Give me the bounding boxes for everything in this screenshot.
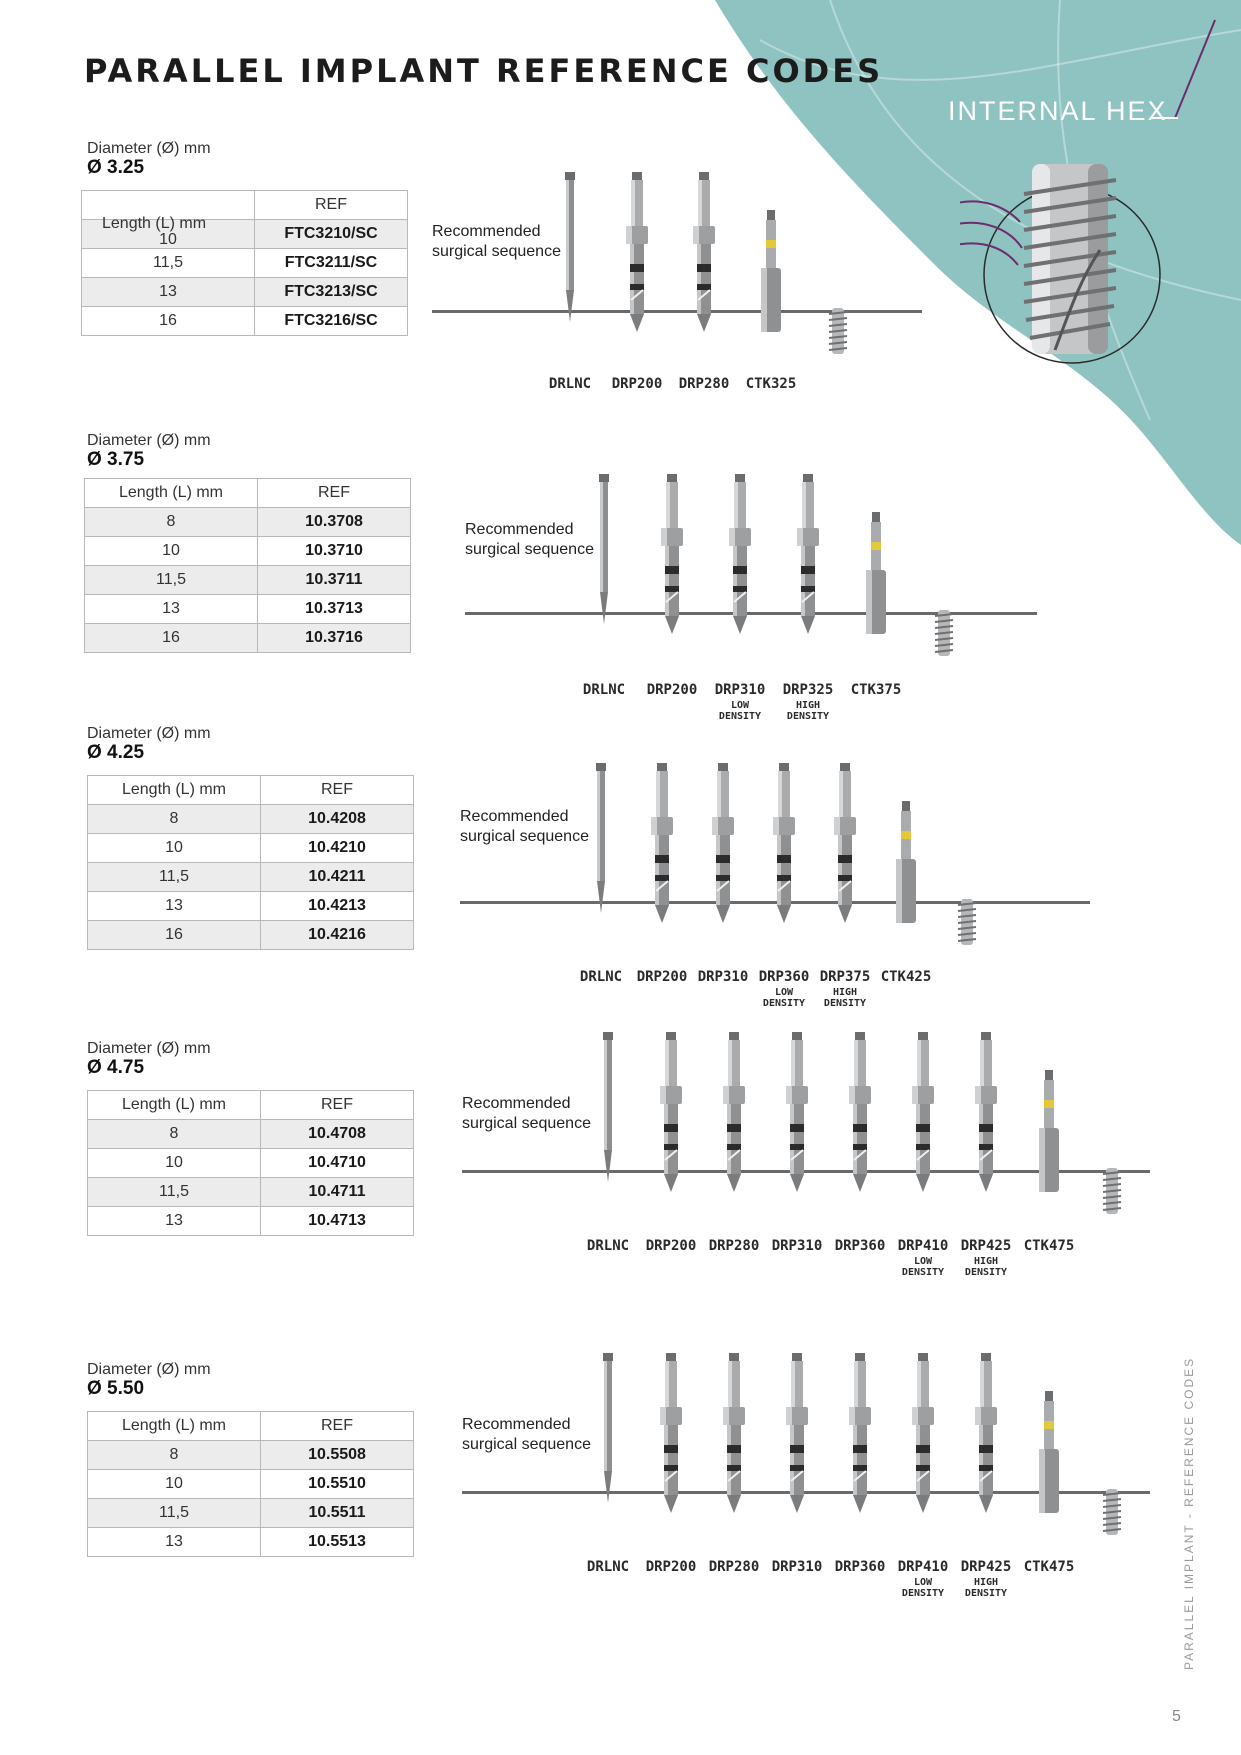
ref-cell: 10.3713 — [258, 595, 411, 624]
pilot-drawing — [545, 172, 595, 342]
drill-drawing — [709, 1032, 759, 1202]
tool-name: DRP310 — [714, 682, 766, 698]
length-cell: 11,5 — [85, 566, 258, 595]
ref-cell: 10.5510 — [261, 1470, 414, 1499]
length-cell: 13 — [88, 1207, 261, 1236]
tool-name: DRP280 — [678, 376, 730, 392]
implant-thumbnail — [1100, 1168, 1124, 1218]
density-note: HIGH DENSITY — [964, 1256, 1008, 1278]
tap-drawing — [746, 210, 796, 380]
ref-header: REF — [261, 1412, 414, 1441]
tool-name: DRP360 — [834, 1238, 886, 1254]
section-diameter-475 — [0, 1040, 1241, 1320]
length-cell: 8 — [88, 1120, 261, 1149]
tool-name: DRP200 — [645, 1238, 697, 1254]
tool-name: DRP375 — [819, 969, 871, 985]
length-cell: 11,5 — [88, 1499, 261, 1528]
length-cell: 13 — [85, 595, 258, 624]
diameter-label: Diameter (Ø) mm — [87, 1040, 211, 1057]
ref-header: REF — [258, 479, 411, 508]
length-cell: 10 — [88, 1149, 261, 1178]
sequence-label: Recommended surgical sequence — [465, 521, 594, 558]
diameter-label: Diameter (Ø) mm — [87, 1361, 211, 1378]
density-note: LOW DENSITY — [718, 700, 762, 722]
tool-name: CTK425 — [880, 969, 932, 985]
ref-cell: FTC3211/SC — [255, 249, 408, 278]
ref-cell: 10.4710 — [261, 1149, 414, 1178]
tool-name: DRP410 — [897, 1559, 949, 1575]
ref-cell: 10.4713 — [261, 1207, 414, 1236]
tap-drawing — [1024, 1391, 1074, 1561]
drill-drawing — [783, 474, 833, 644]
drill-drawing — [646, 1032, 696, 1202]
pilot-drawing — [579, 474, 629, 644]
tool-name: DRP200 — [645, 1559, 697, 1575]
drill-drawing — [612, 172, 662, 342]
tool-name: DRP360 — [834, 1559, 886, 1575]
length-cell: 13 — [82, 278, 255, 307]
length-cell: 8 — [88, 1441, 261, 1470]
pilot-drawing — [583, 1353, 633, 1523]
ref-cell: 10.4208 — [261, 805, 414, 834]
length-cell: 16 — [85, 624, 258, 653]
ref-cell: FTC3213/SC — [255, 278, 408, 307]
ref-header: REF — [255, 191, 408, 220]
sequence-label: Recommended surgical sequence — [462, 1095, 591, 1132]
tool-name: DRLNC — [548, 376, 592, 392]
drill-drawing — [898, 1032, 948, 1202]
density-note: HIGH DENSITY — [786, 700, 830, 722]
length-cell: 13 — [88, 1528, 261, 1557]
density-note: LOW DENSITY — [901, 1577, 945, 1599]
ref-cell: 10.4210 — [261, 834, 414, 863]
tap-drawing — [1024, 1070, 1074, 1240]
sequence-label: Recommended surgical sequence — [460, 808, 589, 845]
drill-drawing — [646, 1353, 696, 1523]
diameter-label: Diameter (Ø) mm — [87, 140, 211, 157]
ref-cell: 10.3711 — [258, 566, 411, 595]
length-cell: 11,5 — [82, 249, 255, 278]
length-cell: 11,5 — [88, 863, 261, 892]
ref-cell: 10.5513 — [261, 1528, 414, 1557]
drill-drawing — [772, 1032, 822, 1202]
surgical-sequence — [0, 1355, 1241, 1599]
tool-name: DRP200 — [611, 376, 663, 392]
length-cell: 10 — [88, 1470, 261, 1499]
tool-name: DRP310 — [697, 969, 749, 985]
diameter-value: Ø 3.25 — [87, 157, 145, 178]
ref-cell: 10.5508 — [261, 1441, 414, 1470]
ref-cell: 10.3710 — [258, 537, 411, 566]
ref-cell: 10.4211 — [261, 863, 414, 892]
sequence-label: Recommended surgical sequence — [462, 1416, 591, 1453]
drill-drawing — [961, 1353, 1011, 1523]
tool-name: DRP280 — [708, 1238, 760, 1254]
pilot-drawing — [583, 1032, 633, 1202]
drill-drawing — [835, 1032, 885, 1202]
page-number: 5 — [1172, 1708, 1181, 1725]
length-cell: 10 — [85, 537, 258, 566]
ref-cell: 10.4711 — [261, 1178, 414, 1207]
ref-cell: 10.4708 — [261, 1120, 414, 1149]
implant-thumbnail — [826, 308, 850, 358]
system-label: INTERNAL HEX — [948, 96, 1168, 126]
diameter-value: Ø 4.75 — [87, 1057, 145, 1078]
drill-drawing — [679, 172, 729, 342]
implant-thumbnail — [932, 610, 956, 660]
section-diameter-375 — [0, 432, 1241, 722]
drill-drawing — [820, 763, 870, 933]
tool-name: CTK325 — [745, 376, 797, 392]
tool-name: DRLNC — [586, 1559, 630, 1575]
length-cell: 10 — [88, 834, 261, 863]
ref-header: REF — [261, 1091, 414, 1120]
tool-name: DRP310 — [771, 1238, 823, 1254]
diameter-value: Ø 4.25 — [87, 742, 145, 763]
tool-name: DRP425 — [960, 1559, 1012, 1575]
implant-thumbnail — [955, 899, 979, 949]
tool-name: DRLNC — [579, 969, 623, 985]
ref-cell: 10.3708 — [258, 508, 411, 537]
drill-drawing — [637, 763, 687, 933]
diameter-value: Ø 5.50 — [87, 1378, 145, 1399]
tool-name: DRLNC — [582, 682, 626, 698]
section-diameter-550 — [0, 1361, 1241, 1641]
ref-cell: 10.3716 — [258, 624, 411, 653]
ref-cell: FTC3216/SC — [255, 307, 408, 336]
density-note: HIGH DENSITY — [823, 987, 867, 1009]
diameter-label: Diameter (Ø) mm — [87, 725, 211, 742]
implant-thumbnail — [1100, 1489, 1124, 1539]
density-note: LOW DENSITY — [901, 1256, 945, 1278]
ref-cell: 10.4213 — [261, 892, 414, 921]
diameter-label: Diameter (Ø) mm — [87, 432, 211, 449]
length-cell: 13 — [88, 892, 261, 921]
tool-name: DRP280 — [708, 1559, 760, 1575]
tool-name: DRP325 — [782, 682, 834, 698]
sidebar-text: PARALLEL IMPLANT - REFERENCE CODES — [1182, 1356, 1196, 1670]
length-cell: 8 — [85, 508, 258, 537]
ref-cell: 10.4216 — [261, 921, 414, 950]
length-header: Length (L) mm — [102, 215, 207, 232]
surgical-sequence — [0, 158, 1241, 392]
diameter-value: Ø 3.75 — [87, 449, 145, 470]
length-cell: 16 — [82, 307, 255, 336]
drill-drawing — [772, 1353, 822, 1523]
length-cell: 11,5 — [88, 1178, 261, 1207]
tool-name: DRP310 — [771, 1559, 823, 1575]
length-header: Length (L) mm — [88, 1412, 261, 1441]
drill-drawing — [709, 1353, 759, 1523]
sequence-label: Recommended surgical sequence — [432, 223, 561, 260]
tool-name: DRLNC — [586, 1238, 630, 1254]
length-cell: 16 — [88, 921, 261, 950]
tap-drawing — [881, 801, 931, 971]
density-note: LOW DENSITY — [762, 987, 806, 1009]
surgical-sequence — [0, 454, 1241, 722]
pilot-drawing — [576, 763, 626, 933]
drill-drawing — [698, 763, 748, 933]
tool-name: CTK475 — [1023, 1238, 1075, 1254]
drill-drawing — [835, 1353, 885, 1523]
drill-drawing — [961, 1032, 1011, 1202]
ref-cell: FTC3210/SC — [255, 220, 408, 249]
length-header: Length (L) mm — [88, 1091, 261, 1120]
tool-name: DRP200 — [646, 682, 698, 698]
density-note: HIGH DENSITY — [964, 1577, 1008, 1599]
surgical-sequence — [0, 741, 1241, 1009]
tap-drawing — [851, 512, 901, 682]
drill-drawing — [898, 1353, 948, 1523]
surgical-sequence — [0, 1034, 1241, 1278]
tool-name: CTK475 — [1023, 1559, 1075, 1575]
tool-name: DRP200 — [636, 969, 688, 985]
tool-name: DRP410 — [897, 1238, 949, 1254]
drill-drawing — [759, 763, 809, 933]
tool-name: DRP425 — [960, 1238, 1012, 1254]
drill-drawing — [715, 474, 765, 644]
section-diameter-325 — [0, 140, 1241, 420]
length-cell: 10 — [159, 231, 177, 248]
tool-name: CTK375 — [850, 682, 902, 698]
ref-header: REF — [261, 776, 414, 805]
tool-name: DRP360 — [758, 969, 810, 985]
length-cell: 8 — [88, 805, 261, 834]
drill-drawing — [647, 474, 697, 644]
length-header: Length (L) mm — [88, 776, 261, 805]
page-title: PARALLEL IMPLANT REFERENCE CODES — [84, 52, 884, 90]
length-header: Length (L) mm — [85, 479, 258, 508]
ref-cell: 10.5511 — [261, 1499, 414, 1528]
section-diameter-425 — [0, 725, 1241, 1009]
